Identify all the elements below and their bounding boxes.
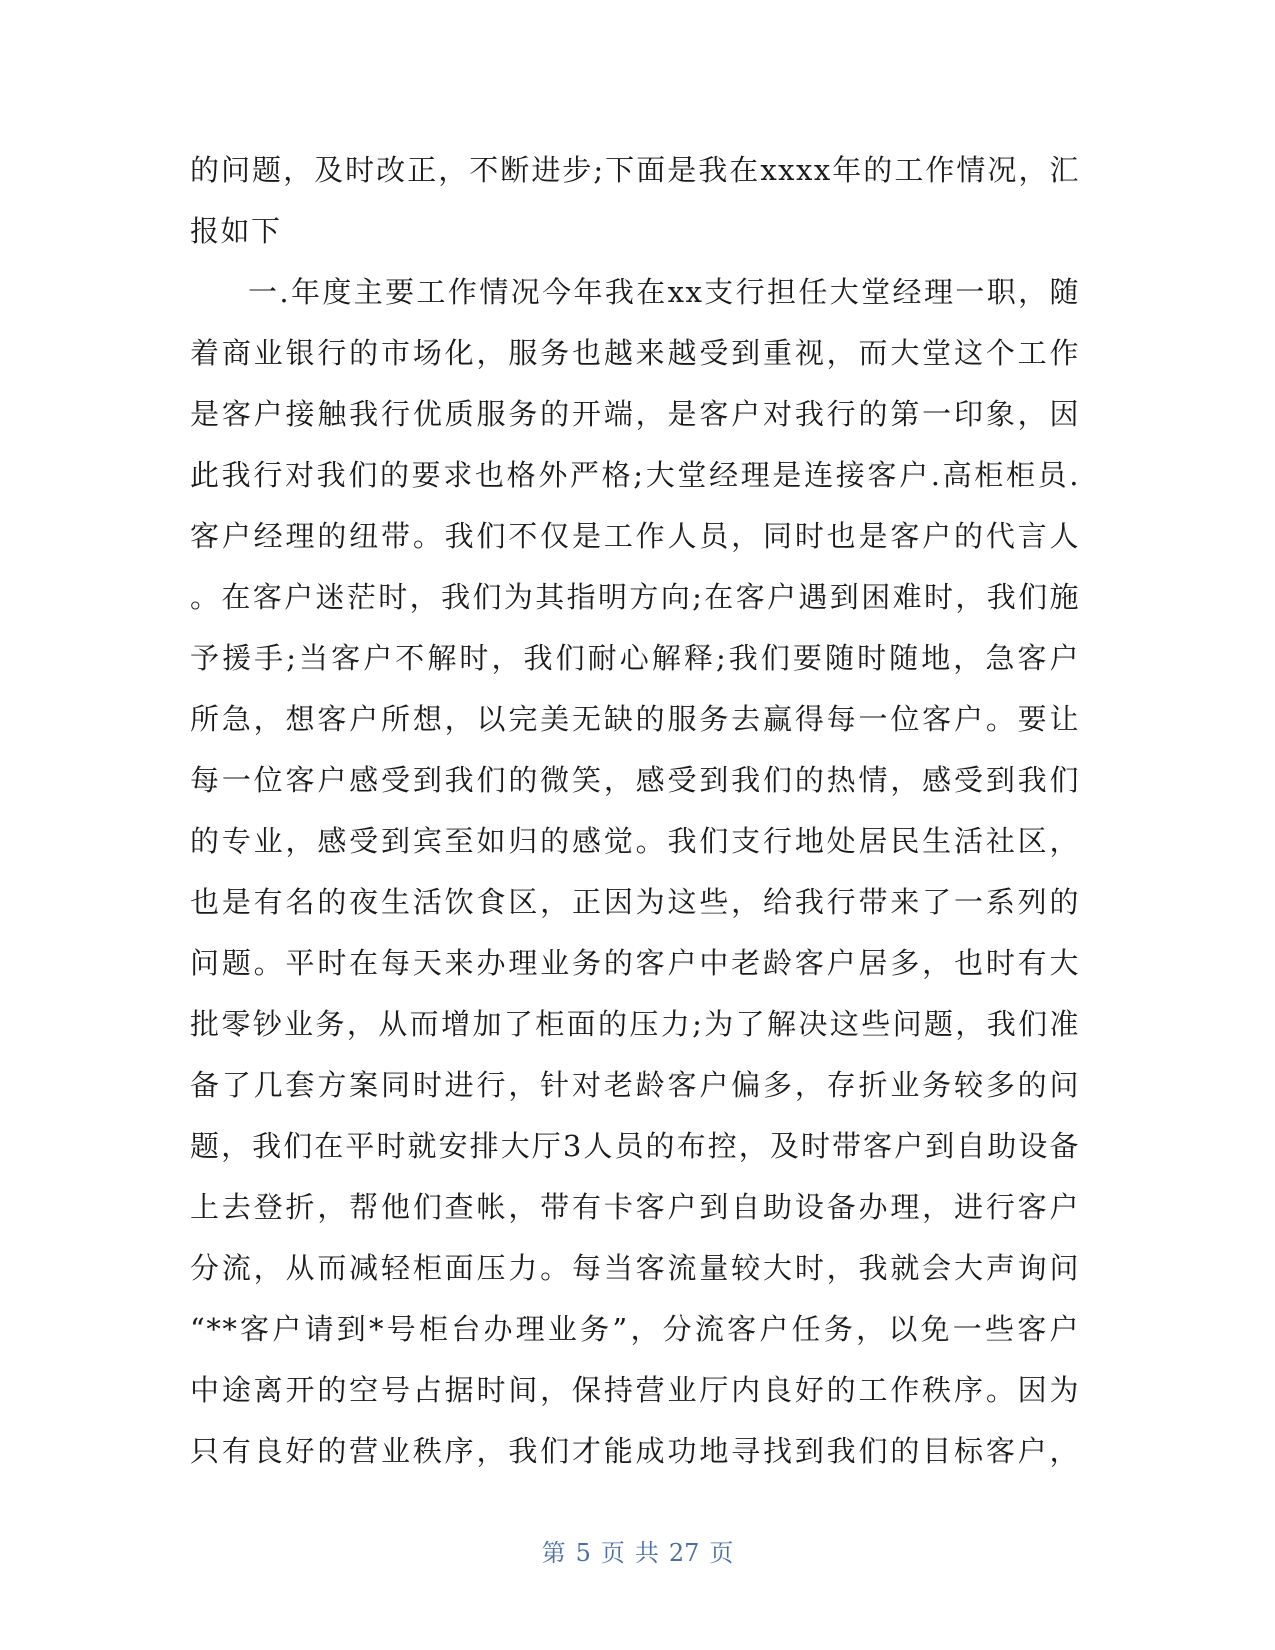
text-line: 的问题，及时改正，不断进步;下面是我在xxxx年的工作情况，汇 — [190, 153, 1080, 187]
text-line: 每一位客户感受到我们的微笑，感受到我们的热情，感受到我们 — [190, 763, 1080, 797]
text-line: 的专业，感受到宾至如归的感觉。我们支行地处居民生活社区， — [190, 824, 1080, 858]
text-line: 客户经理的纽带。我们不仅是工作人员，同时也是客户的代言人 — [190, 519, 1080, 553]
text-line: 只有良好的营业秩序，我们才能成功地寻找到我们的目标客户， — [190, 1434, 1080, 1468]
text-line: 一.年度主要工作情况今年我在xx支行担任大堂经理一职，随 — [248, 275, 1080, 309]
footer-page-number: 5 — [575, 1539, 591, 1567]
text-line: 。在客户迷茫时，我们为其指明方向;在客户遇到困难时，我们施 — [190, 580, 1080, 614]
text-line: 题，我们在平时就安排大厅3人员的布控，及时带客户到自助设备 — [190, 1129, 1080, 1163]
document-body — [190, 140, 1080, 1482]
footer-suffix: 页 — [709, 1539, 734, 1567]
text-line: 问题。平时在每天来办理业务的客户中老龄客户居多，也时有大 — [190, 946, 1080, 980]
text-line: 上去登折，帮他们查帐，带有卡客户到自助设备办理，进行客户 — [190, 1190, 1080, 1224]
text-line: “**客户请到*号柜台办理业务”，分流客户任务，以免一些客户 — [190, 1312, 1080, 1346]
footer-total-pages: 27 — [668, 1539, 700, 1567]
footer-total-label: 共 — [634, 1539, 659, 1567]
text-line: 着商业银行的市场化，服务也越来越受到重视，而大堂这个工作 — [190, 336, 1080, 370]
page-footer — [0, 1533, 1275, 1568]
text-line: 所急，想客户所想，以完美无缺的服务去赢得每一位客户。要让 — [190, 702, 1080, 736]
text-line: 中途离开的空号占据时间，保持营业厅内良好的工作秩序。因为 — [190, 1373, 1080, 1407]
text-line: 批零钞业务，从而增加了柜面的压力;为了解决这些问题，我们准 — [190, 1007, 1080, 1041]
text-line: 此我行对我们的要求也格外严格;大堂经理是连接客户.高柜柜员. — [190, 458, 1080, 492]
footer-page-label: 页 — [600, 1539, 625, 1567]
text-line: 是客户接触我行优质服务的开端，是客户对我行的第一印象，因 — [190, 397, 1080, 431]
text-line: 分流，从而减轻柜面压力。每当客流量较大时，我就会大声询问 — [190, 1251, 1080, 1285]
text-line: 予援手;当客户不解时，我们耐心解释;我们要随时随地，急客户 — [190, 641, 1080, 675]
footer-prefix: 第 — [541, 1539, 566, 1567]
text-line: 备了几套方案同时进行，针对老龄客户偏多，存折业务较多的问 — [190, 1068, 1080, 1102]
text-line: 也是有名的夜生活饮食区，正因为这些，给我行带来了一系列的 — [190, 885, 1080, 919]
text-line: 报如下 — [190, 214, 282, 248]
